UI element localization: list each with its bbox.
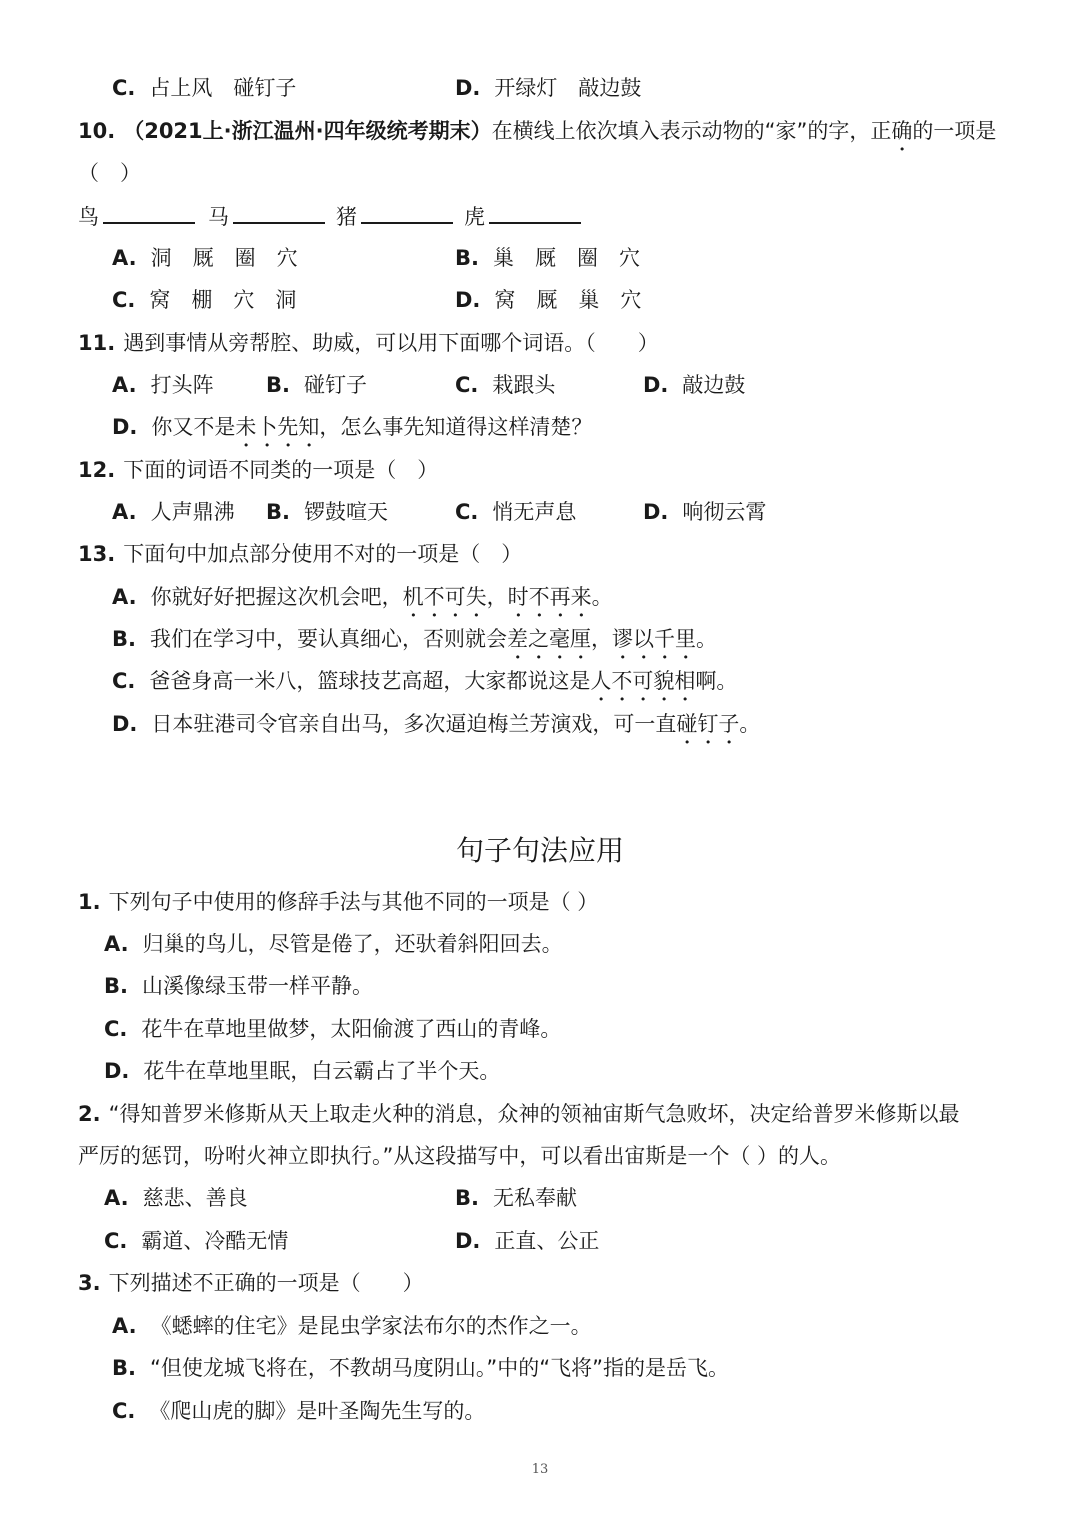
animal-label: 马 [208, 205, 229, 229]
option-text: 花牛在草地里眠，白云霸占了半个天。 [143, 1059, 501, 1083]
option-label: D. [643, 373, 669, 397]
q10-option-a [112, 244, 298, 272]
fill-blank-horse [208, 202, 325, 231]
emphasis-text: 确 [891, 119, 913, 143]
option-text: ，怎么事先知道得这样清楚？ [319, 415, 593, 439]
s2-option-c [104, 1227, 288, 1255]
option-label: D. [104, 1059, 130, 1083]
s1-option-a [104, 930, 563, 958]
animal-label: 猪 [336, 205, 357, 229]
option-text: 。 [591, 585, 613, 609]
option-text: 山溪像绿玉带一样平静。 [141, 974, 373, 998]
stem-text: 下列句子中使用的修辞手法与其他不同的一项是（ ） [108, 890, 599, 914]
option-text: 你又不是 [151, 415, 236, 439]
option-text: 打头阵 [150, 373, 214, 397]
s2-stem-line-2: 严厉的惩罚，吩咐火神立即执行。”从这段描写中，可以看出宙斯是一个（ ）的人。 [78, 1144, 842, 1168]
option-label: A. [112, 373, 137, 397]
option-label: D. [643, 500, 669, 524]
q12-option-c [455, 498, 576, 526]
answer-blank[interactable] [233, 202, 325, 224]
q11-option-a [112, 371, 214, 399]
q10-stem [78, 117, 996, 156]
emphasis-text: 碰钉子 [676, 712, 740, 736]
s1-stem [78, 888, 598, 916]
option-text: 归巢的鸟儿，尽管是倦了，还驮着斜阳回去。 [142, 932, 563, 956]
q11-option-b [266, 371, 367, 399]
option-label: B. [266, 373, 290, 397]
q9-option-c [112, 74, 296, 102]
option-label: C. [104, 1229, 128, 1253]
s3-option-b [112, 1354, 729, 1382]
option-label: C. [455, 373, 479, 397]
option-label: D. [455, 76, 481, 100]
s2-stem-line-1 [78, 1100, 959, 1128]
answer-blank[interactable] [489, 202, 581, 224]
q11-option-c [455, 371, 555, 399]
q11-stem [78, 329, 659, 357]
q12-option-a [112, 498, 235, 526]
stem-text: 的一项是 [912, 119, 997, 143]
stem-text: 在横线上依次填入表示动物的“家”的字，正 [491, 119, 892, 143]
question-number: 12. [78, 458, 116, 482]
option-text: 窝 厩 巢 穴 [494, 288, 642, 312]
option-text: 窝 棚 穴 洞 [149, 288, 297, 312]
option-text: 栽跟头 [492, 373, 556, 397]
emphasis-text: 人不可貌相 [590, 669, 696, 693]
option-label: A. [112, 1314, 137, 1338]
option-text: 洞 厩 圈 穴 [150, 246, 298, 270]
option-label: D. [455, 1229, 481, 1253]
option-label: B. [455, 246, 479, 270]
s3-stem [78, 1269, 424, 1297]
option-text: 碰钉子 [303, 373, 367, 397]
option-text: “但使龙城飞将在，不教胡马度阴山。”中的“飞将”指的是岳飞。 [149, 1356, 729, 1380]
option-label: C. [112, 288, 136, 312]
option-text: 日本驻港司令官亲自出马，多次逼迫梅兰芳演戏，可一直 [151, 712, 677, 736]
option-text: 。 [739, 712, 761, 736]
q9-option-d [455, 74, 641, 102]
s2-option-b [455, 1184, 577, 1212]
option-label: A. [112, 585, 137, 609]
option-label: B. [112, 1356, 136, 1380]
q13-option-a [112, 583, 613, 622]
section-title: 句子句法应用 [455, 834, 624, 867]
option-text: 花牛在草地里做梦，太阳偷渡了西山的青峰。 [141, 1017, 562, 1041]
option-label: D. [112, 712, 138, 736]
answer-blank[interactable] [361, 202, 453, 224]
emphasis-text: 差之毫厘，谬以千里 [506, 627, 696, 651]
q13-option-b [112, 625, 717, 664]
option-text: 《爬山虎的脚》是叶圣陶先生写的。 [149, 1399, 486, 1423]
option-label: D. [112, 415, 138, 439]
q11-extra-option-d [112, 413, 592, 452]
option-text: 。 [695, 627, 717, 651]
emphasis-text: 未卜先知 [235, 415, 320, 439]
option-text: 我们在学习中，要认真细心，否则就会 [149, 627, 507, 651]
option-text: 占上风 碰钉子 [149, 76, 297, 100]
q11-option-d [643, 371, 745, 399]
s2-option-a [104, 1184, 248, 1212]
option-label: A. [112, 246, 137, 270]
stem-text: 下列描述不正确的一项是（ ） [108, 1271, 424, 1295]
q13-option-c [112, 667, 737, 706]
animal-label: 虎 [464, 205, 485, 229]
option-text: 悄无声息 [492, 500, 577, 524]
q12-option-d [643, 498, 766, 526]
s3-option-c [112, 1397, 485, 1425]
option-text: 爸爸身高一米八，篮球技艺高超，大家都说这是 [149, 669, 591, 693]
option-label: D. [455, 288, 481, 312]
option-text: 响彻云霄 [682, 500, 767, 524]
stem-text: “得知普罗米修斯从天上取走火种的消息，众神的领袖宙斯气急败坏，决定给普罗米修斯以最 [108, 1102, 960, 1126]
option-label: B. [112, 627, 136, 651]
fill-blank-pig [336, 202, 453, 231]
answer-blank[interactable] [103, 202, 195, 224]
option-text: 《蟋蟀的住宅》是昆虫学家法布尔的杰作之一。 [150, 1314, 592, 1338]
stem-text: 下面的词语不同类的一项是（ ） [123, 458, 439, 482]
stem-text: 遇到事情从旁帮腔、助威，可以用下面哪个词语。（ ） [123, 331, 659, 355]
page-number: 13 [531, 1462, 549, 1477]
s1-option-d [104, 1057, 500, 1085]
option-text: 霸道、冷酷无情 [141, 1229, 289, 1253]
option-label: C. [112, 1399, 136, 1423]
q10-option-c [112, 286, 296, 314]
question-number: 3. [78, 1271, 101, 1295]
option-label: B. [266, 500, 290, 524]
q10-answer-paren: （ ） [78, 161, 141, 185]
option-label: A. [112, 500, 137, 524]
option-text: 人声鼎沸 [150, 500, 235, 524]
question-source: （2021上·浙江温州·四年级统考期末） [123, 119, 492, 143]
animal-label: 鸟 [78, 205, 99, 229]
option-text: 你就好好把握这次机会吧， [150, 585, 403, 609]
question-number: 1. [78, 890, 101, 914]
question-number: 13. [78, 542, 116, 566]
q10-option-d [455, 286, 641, 314]
s2-option-d [455, 1227, 599, 1255]
question-number: 2. [78, 1102, 101, 1126]
q13-option-d [112, 710, 760, 749]
option-label: C. [112, 76, 136, 100]
option-label: B. [455, 1186, 479, 1210]
option-text: 锣鼓喧天 [303, 500, 388, 524]
option-text: 无私奉献 [492, 1186, 577, 1210]
option-text: 啊。 [695, 669, 738, 693]
emphasis-text: 机不可失，时不再来 [402, 585, 592, 609]
option-label: A. [104, 1186, 129, 1210]
option-label: C. [455, 500, 479, 524]
q12-option-b [266, 498, 388, 526]
stem-text: 下面句中加点部分使用不对的一项是（ ） [123, 542, 523, 566]
s1-option-c [104, 1015, 561, 1043]
option-text: 开绿灯 敲边鼓 [494, 76, 642, 100]
option-label: A. [104, 932, 129, 956]
option-label: C. [112, 669, 136, 693]
q13-stem [78, 540, 522, 568]
option-text: 巢 厩 圈 穴 [492, 246, 640, 270]
option-text: 正直、公正 [494, 1229, 600, 1253]
fill-blank-tiger [464, 202, 581, 231]
question-number: 10. [78, 119, 116, 143]
fill-blank-bird [78, 202, 195, 231]
q10-option-b [455, 244, 640, 272]
question-number: 11. [78, 331, 116, 355]
option-label: B. [104, 974, 128, 998]
s3-option-a [112, 1312, 592, 1340]
q12-stem [78, 456, 438, 484]
option-text: 敲边鼓 [682, 373, 746, 397]
s1-option-b [104, 972, 373, 1000]
option-text: 慈悲、善良 [142, 1186, 248, 1210]
option-label: C. [104, 1017, 128, 1041]
